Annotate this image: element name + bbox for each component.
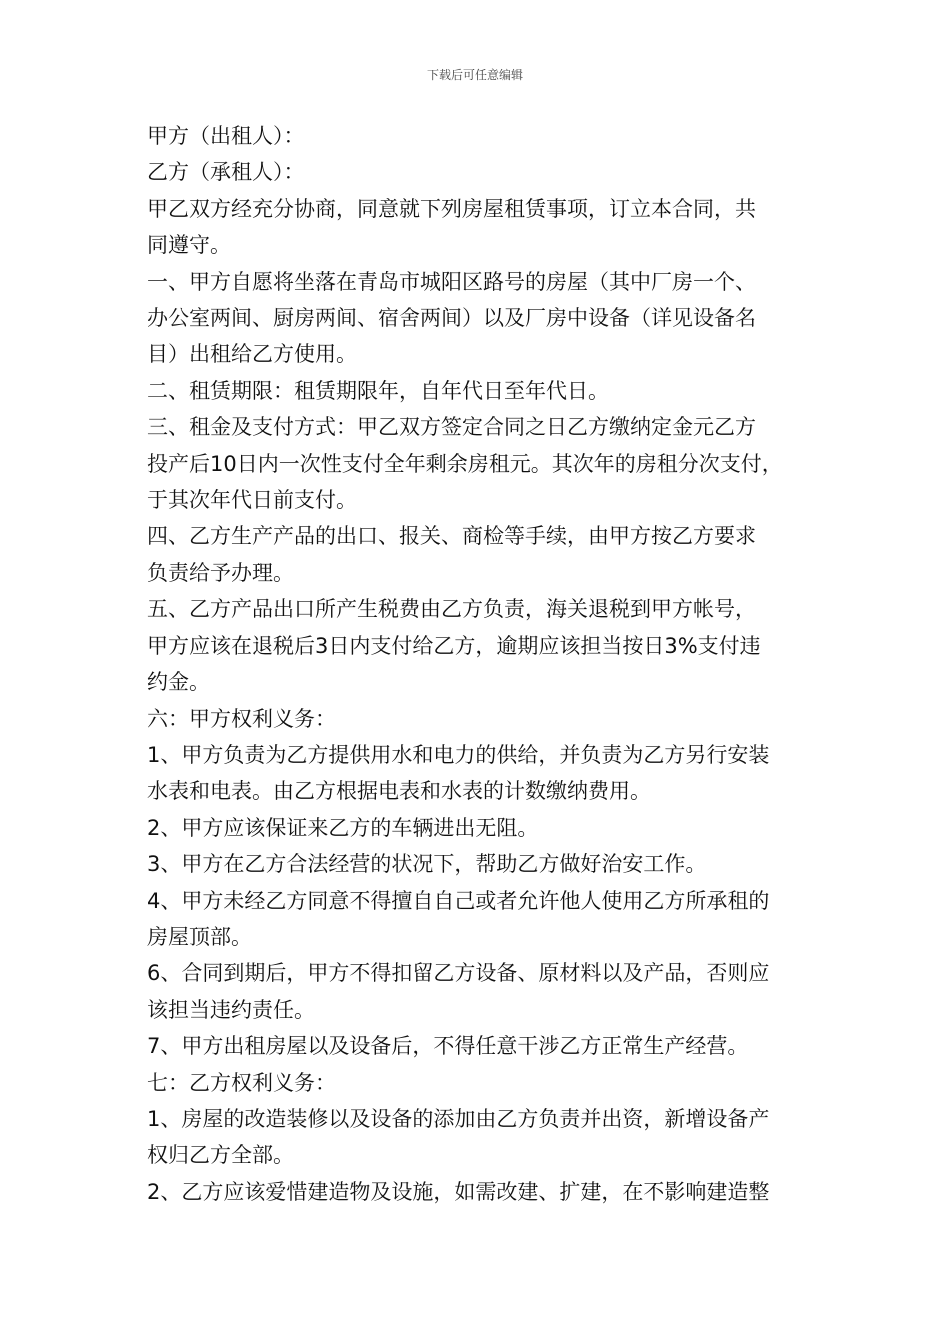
text-line: 甲乙双方经充分协商，同意就下列房屋租赁事项，订立本合同，共 — [147, 196, 756, 221]
text-line: 甲方（出租人）： — [147, 124, 305, 148]
text-line: 二、租赁期限：租赁期限年，自年代日至年代日。 — [147, 378, 609, 403]
text-line: 于其次年代日前支付。 — [147, 488, 357, 513]
text-line: 2、甲方应该保证来乙方的车辆进出无阻。 — [147, 815, 539, 840]
text-line: 七：乙方权利义务： — [147, 1070, 336, 1095]
text-line: 投产后10日内一次性支付全年剩余房租元。其次年的房租分次支付， — [147, 451, 783, 476]
text-line: 权归乙方全部。 — [147, 1143, 294, 1168]
text-line: 三、租金及支付方式：甲乙双方签定合同之日乙方缴纳定金元乙方 — [147, 415, 756, 440]
text-line: 2、乙方应该爱惜建造物及设施，如需改建、扩建，在不影响建造整 — [147, 1179, 770, 1204]
text-line: 4、甲方未经乙方同意不得擅自自己或者允许他人使用乙方所承租的 — [147, 888, 770, 913]
text-line: 目）出租给乙方使用。 — [147, 342, 357, 367]
text-line: 办公室两间、厨房两间、宿舍两间）以及厂房中设备（详见设备名 — [147, 306, 756, 331]
text-line: 约金。 — [147, 670, 210, 695]
text-line: 7、甲方出租房屋以及设备后，不得任意干涉乙方正常生产经营。 — [147, 1034, 749, 1059]
text-line: 乙方（承租人）： — [147, 160, 305, 185]
text-line: 1、甲方负责为乙方提供用水和电力的供给，并负责为乙方另行安装 — [147, 742, 770, 767]
text-line: 一、甲方自愿将坐落在青岛市城阳区路号的房屋（其中厂房一个、 — [147, 269, 756, 294]
text-line: 六：甲方权利义务： — [147, 706, 336, 731]
text-line: 3、甲方在乙方合法经营的状况下，帮助乙方做好治安工作。 — [147, 852, 707, 877]
text-line: 该担当违约责任。 — [147, 997, 315, 1022]
text-line: 四、乙方生产产品的出口、报关、商检等手续，由甲方按乙方要求 — [147, 524, 756, 549]
text-line: 甲方应该在退税后3日内支付给乙方，逾期应该担当按日3%支付违 — [147, 633, 761, 658]
text-line: 负责给予办理。 — [147, 560, 294, 585]
header-note: 下载后可任意编辑 — [426, 68, 523, 82]
text-line: 五、乙方产品出口所产生税费由乙方负责，海关退税到甲方帐号， — [147, 597, 756, 622]
contract-body — [147, 118, 815, 1210]
text-line: 水表和电表。由乙方根据电表和水表的计数缴纳费用。 — [147, 779, 651, 804]
text-line: 6、合同到期后，甲方不得扣留乙方设备、原材料以及产品，否则应 — [147, 961, 770, 986]
text-line: 1、房屋的改造装修以及设备的添加由乙方负责并出资，新增设备产 — [147, 1106, 770, 1131]
text-line: 房屋顶部。 — [147, 924, 252, 949]
text-line: 同遵守。 — [147, 233, 231, 258]
